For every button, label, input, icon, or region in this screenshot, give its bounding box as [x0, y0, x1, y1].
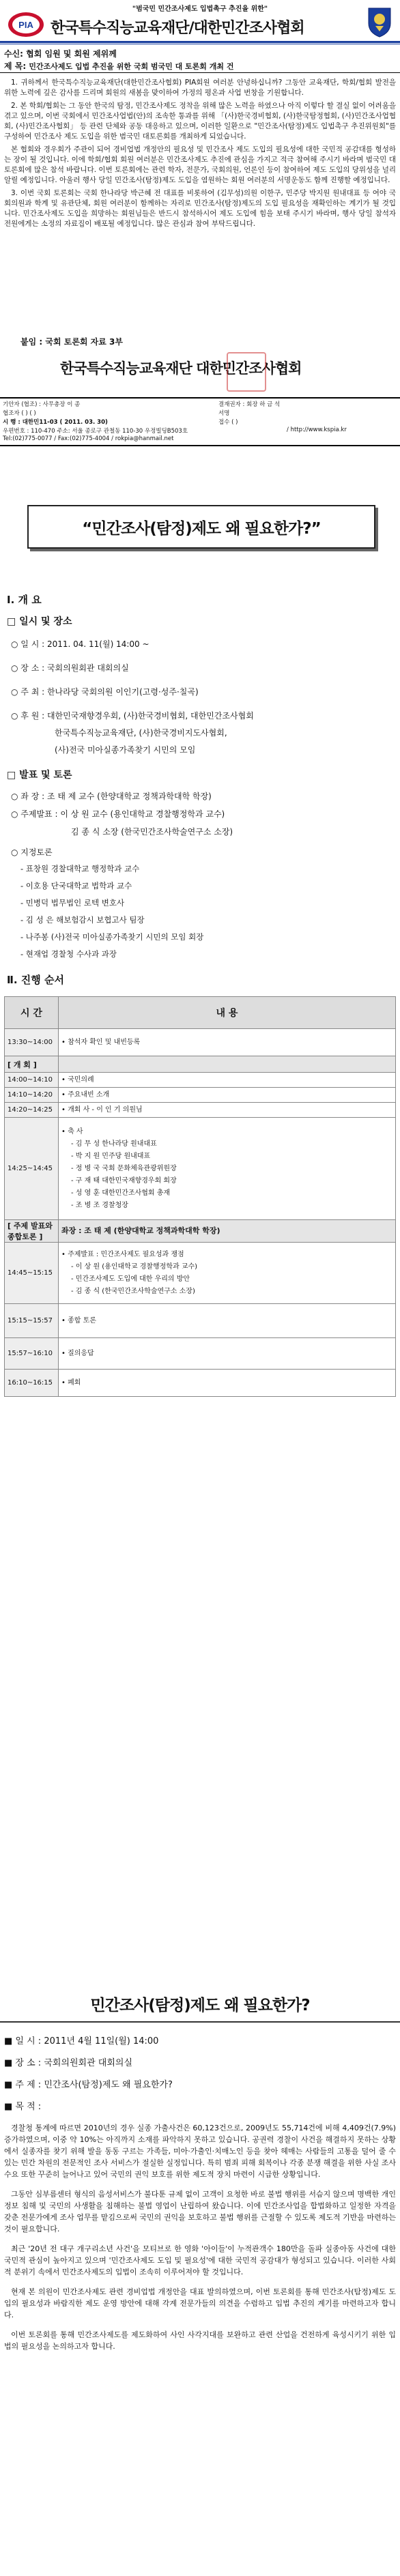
page3-info-key: ■ 장 소 :: [4, 2058, 44, 2068]
schedule-time: 14:45~15:15: [5, 1243, 59, 1304]
schedule-content: [59, 1243, 396, 1304]
schedule-line: • 폐회: [61, 1378, 81, 1387]
attachment-label: 붙임 :: [20, 337, 43, 347]
schedule-line: 좌장 : 조 태 제 (한양대학교 정책과학대학 학장): [61, 1226, 220, 1235]
schedule-time: 15:15~15:57: [5, 1304, 59, 1338]
schedule-table: [4, 996, 396, 1397]
letter-paragraph-2: 2. 본 학회/협회는 그 동안 한국의 탐정, 민간조사제도 정착을 위해 많은 노력을 하였으나 아직 이렇다 할 결실 없이 어려움을 겪고 있으며, 이번 국회에서 민간조사업법(안)의 조속한 통과를 위해 「(사)한국경비협회, (사)한국탐정협회, (사)민간조사업협회, (사)민간조사협회」 등 관련 단체와 공동 대응하고 있으며, 이러한 일환으로 "민간조사(탐정)제도 입법촉구 추진위원회"를 구성하여 민간조사 제도 도입을 위한 범국민 대토론회를 개최하게 되었습니다.: [4, 102, 396, 141]
panel-member: - 현재업 경찰청 수사과 과장: [20, 949, 117, 959]
schedule-line: • 참석자 확인 및 내빈등록: [61, 1038, 141, 1046]
section-overview: Ⅰ. 개 요: [7, 594, 42, 606]
event-sponsor-1: ○ 후 원 : 대한민국재향경우회, (사)한국경비협회, 대한민간조사협회: [11, 711, 254, 721]
page3-title: 민간조사(탐정)제도 왜 필요한가?: [90, 1997, 310, 2014]
schedule-content: [59, 1073, 396, 1088]
page3-info-key: ■ 일 시 :: [4, 2036, 44, 2046]
page3-info-value: 민간조사(탐정)제도 왜 필요한가?: [44, 2080, 173, 2090]
footer-drafter: 기안자 (협조) : 사무총장 이 종: [3, 401, 81, 408]
header-rule: [0, 41, 400, 43]
schedule-line: - 이 상 원 (용인대학교 경찰행정학과 교수): [71, 1262, 198, 1271]
letter-slogan: "범국민 민간조사제도 입법촉구 추진을 위한": [132, 5, 268, 13]
page3-paragraph: 그동안 심부름센터 형식의 음성서비스가 불다툰 규제 없이 고객이 요청한 바로 불법 행위를 서슴지 않으며 명백한 개인정보 침해 및 국민의 사생활을 침해하는 불법 영업이 난립하여 왔습니다. 이에 민간조사업을 합법화하고 일정한 자격을 갖춘 전문가에게 조사 업무를 맡김으로써 국민의 권익을 보호하고 불법 행위를 근절할 수 있도록 제도적 기반을 마련하는 것이 필요합니다.: [4, 2190, 396, 2233]
schedule-line: • 개회 사 - 이 인 기 의원님: [61, 1105, 143, 1114]
page3-body: [4, 2122, 396, 2360]
footer-website: / http://www.kspia.kr: [287, 426, 347, 433]
schedule-line: - 정 병 국 국회 문화체육관광위원장: [71, 1164, 177, 1172]
page3-info-line: [4, 2034, 158, 2046]
schedule-content: [59, 1370, 396, 1397]
subject-rule: [0, 72, 400, 73]
subject-value: 민간조사제도 입법 추진을 위한 국회 범국민 대 토론회 개최 건: [29, 62, 234, 71]
panel-member: - 표창원 경찰대학교 행정학과 교수: [20, 864, 140, 873]
recipient-label: 수신:: [4, 49, 23, 59]
schedule-row: [5, 1304, 396, 1338]
program-title: “민간조사(탐정)제도 왜 필요한가?”: [82, 519, 321, 538]
schedule-content: [59, 1088, 396, 1103]
event-place: ○ 장 소 : 국회의원회관 대회의실: [11, 663, 129, 673]
page3-paragraph: 경찰청 통계에 따르면 2010년의 경우 실종 가출사건은 60,123건으로, 2009년도 55,714건에 비해 4,409건(7.9%) 증가하였으며, 이중 약 10%는 아직까지 소재를 파악하지 못하고 있습니다. 공권력 경찰이 사건을 해결하지 못하는 상황에서 실종자를 찾기 위해 발을 동동 구르는 가족들, 미아·가출인·치매노인 등을 찾아 헤매는 사람들의 고통을 덜어 줄 수 있는 민간 차원의 전문적인 조사 서비스가 절실한 실정입니다. 특히 범죄 피해 회복이나 각종 분쟁 해결을 위한 사실 조사 수요 또한 꾸준히 늘어나고 있어 국민의 권익 보호를 위한 제도적 장치 마련이 시급한 상황입니다.: [4, 2124, 396, 2179]
svg-text:PIA: PIA: [18, 20, 33, 30]
schedule-line: - 민간조사제도 도입에 대한 우리의 방안: [71, 1275, 190, 1283]
attachment-line: [20, 336, 123, 347]
schedule-line: - 박 지 원 민주당 원내대표: [71, 1152, 151, 1160]
panel-member: - 이호용 단국대학교 법학과 교수: [20, 881, 132, 891]
schedule-time: 14:00~14:10: [5, 1073, 59, 1088]
schedule-time: 15:57~16:10: [5, 1338, 59, 1370]
panel-member: - 민병덕 법무법인 로텍 변호사: [20, 898, 125, 908]
page3-paragraph: 이번 토론회를 통해 민간조사제도를 제도화하여 사인 사각지대를 보완하고 관련 산업을 건전하게 육성시키기 위한 입법의 필요성을 논의하고자 합니다.: [4, 2330, 396, 2351]
section-schedule: Ⅱ. 진행 순서: [7, 974, 64, 986]
schedule-header-content: 내 용: [59, 997, 396, 1029]
schedule-line: • 축 사: [61, 1127, 83, 1135]
schedule-line: • 종합 토론: [61, 1316, 96, 1325]
schedule-line: - 구 재 태 대한민국재향경우회 회장: [71, 1176, 177, 1185]
schedule-line: • 주요내빈 소개: [61, 1090, 110, 1099]
schedule-content: [59, 1304, 396, 1338]
schedule-header-row: [5, 997, 396, 1029]
subject-line: [4, 60, 233, 72]
schedule-row: [5, 1338, 396, 1370]
pia-logo-icon: [7, 11, 45, 38]
schedule-time: 16:10~16:15: [5, 1370, 59, 1397]
presenter-2: 김 종 식 소장 (한국민간조사학술연구소 소장): [71, 827, 233, 837]
footer-enforcement: 시 행 : 대한민11-03 ( 2011. 03. 30): [3, 419, 108, 426]
attachment-value: 국회 토론회 자료 3부: [45, 337, 123, 347]
recipient-value: 협회 임원 및 회원 제위께: [26, 49, 117, 59]
schedule-time: 14:20~14:25: [5, 1103, 59, 1118]
schedule-row: [5, 1118, 396, 1220]
event-sponsor-2: 한국특수직능교육재단, (사)한국경비지도사협회,: [55, 728, 227, 738]
letter-body: [4, 78, 396, 229]
schedule-line: - 김 무 성 한나라당 원내대표: [71, 1140, 157, 1148]
page3-info-value: 국회의원회관 대회의실: [44, 2058, 133, 2068]
schedule-row: [5, 1073, 396, 1088]
letter-paragraph-4: 3. 이번 국회 토론회는 국회 한나라당 박근혜 전 대표를 비롯하여 (김무성)의원 이한구, 민주당 박지원 원내대표 등 여야 국회의원과 학계 및 유관단체, 회원 여러분이 함께하는 자리로 민간조사(탐정)제도의 도입 필요성을 재확인하는 계기가 될 것입니다. 민간조사제도 도입을 희망하는 회원님들은 반드시 참석하시어 제도 도입에 힘을 보태 주시기 바라며, 행사 당일 참석자 전원에게는 소정의 자료집이 배포될 예정입니다. 많은 관심과 참여 부탁드립니다.: [4, 189, 396, 228]
schedule-line: • 국민의례: [61, 1075, 94, 1084]
footer-rule-bottom: [0, 445, 400, 446]
schedule-row: [5, 1029, 396, 1056]
schedule-content: [59, 1056, 396, 1073]
schedule-row: [5, 1103, 396, 1118]
page3-info-line: [4, 2099, 41, 2112]
schedule-time: [ 주제 발표와 종합토론 ]: [5, 1220, 59, 1243]
schedule-line: - 조 병 조 경찰청장: [71, 1201, 128, 1209]
schedule-time: 14:25~14:45: [5, 1118, 59, 1220]
chair: ○ 좌 장 : 조 태 제 교수 (한양대학교 정책과학대학 학장): [11, 792, 212, 801]
schedule-row: [5, 1243, 396, 1304]
subject-label: 제 목:: [4, 61, 27, 71]
schedule-time: 14:10~14:20: [5, 1088, 59, 1103]
page3-info-key: ■ 목 적 :: [4, 2102, 42, 2112]
footer-address: 우편번호 : 110-470 주소: 서울 종로구 관철동 110-30 우정빌딩B503호: [3, 428, 188, 435]
footer-sign: 서명: [218, 410, 230, 417]
footer-receipt: 접수 ( ): [218, 419, 238, 426]
schedule-header-time: 시 간: [5, 997, 59, 1029]
page3-info-line: [4, 2055, 132, 2068]
schedule-content: [59, 1118, 396, 1220]
subsection-date-place: □ 일시 및 장소: [7, 616, 72, 627]
signature-block: [0, 349, 400, 388]
panel-heading: ○ 지정토론: [11, 848, 53, 857]
event-host: ○ 주 최 : 한나라당 국회의원 이인기(고령·성주·칠곡): [11, 687, 199, 697]
org-name-header: 한국특수직능교육재단/대한민간조사협회: [51, 19, 304, 37]
footer-approver: 결재권자 : 회장 하 금 석: [218, 401, 281, 408]
schedule-line: - 성 영 훈 대한민간조사협회 총재: [71, 1189, 171, 1197]
panel-member: - 나주봉 (사)전국 미아실종가족찾기 시민의 모임 회장: [20, 932, 204, 942]
schedule-content: [59, 1220, 396, 1243]
footer-cooperator: 협조자 ( ) ( ): [3, 410, 36, 417]
seal-stamp-icon: [227, 352, 266, 392]
signature-org: 한국특수직능교육재단 대한민간조사협회: [60, 360, 302, 377]
recipient-line: [4, 48, 117, 59]
page3-info-key: ■ 주 제 :: [4, 2080, 44, 2090]
panel-member: - 김 성 은 해보험감시 보협고사 팀장: [20, 915, 145, 925]
schedule-line: - 김 종 식 (한국민간조사학술연구소 소장): [71, 1287, 195, 1295]
schedule-content: [59, 1103, 396, 1118]
schedule-row: [5, 1370, 396, 1397]
schedule-row: [5, 1220, 396, 1243]
page3-paragraph: 최근 '20년 전 대구 개구리소년 사건'을 모티브로 한 영화 '아이들'이 누적관객수 180만을 돌파 실종아동 사건에 대한 국민적 관심이 높아지고 있으며 '민간조사제도 도입 및 필요성'에 대한 국민적 공감대가 형성되고 있습니다. 이러한 사회적 분위기 속에서 민간조사제도의 입법이 조속히 이루어져야 할 것입니다.: [4, 2244, 396, 2276]
presenter-1: ○ 주제발표 : 이 상 원 교수 (용인대학교 경찰행정학과 교수): [11, 809, 225, 819]
page3-info-value: 2011년 4월 11일(월) 14:00: [44, 2036, 159, 2046]
subsection-presentation: □ 발표 및 토론: [7, 770, 72, 781]
page3-paragraph: 현재 본 의원이 민간조사제도 관련 경비업법 개정안을 대표 발의하였으며, 이번 토론회를 통해 민간조사(탐정)제도 도입의 필요성과 바람직한 제도 운영 방안에 대해 각계 전문가들의 의견을 수렴하고 입법 추진의 계기를 마련하고자 합니다.: [4, 2287, 396, 2319]
schedule-time: [ 개 회 ]: [5, 1056, 59, 1073]
letter-paragraph-1: 1. 귀하께서 한국특수직능교육재단(대한민간조사협회) PIA회원 여러분 안녕하십니까? 그동안 교육재단, 학회/협회 발전을 위한 노력에 깊은 감사를 드리며 회원의 새봄을 맞이하여 가정의 평온과 사업 번창을 기원합니다.: [4, 78, 396, 97]
letter-paragraph-3: 본 협회와 경우회가 주관이 되어 경비업법 개정안의 필요성 및 민간조사 제도 도입의 필요성에 대한 국민적 공감대를 형성하는 장이 될 것입니다. 이에 학회/협회 회원 여러분은 민간조사제도 추진에 관심을 가지고 적극 참여해 주시기 바라며 범국민 대토론회에 많은 참석 바랍니다. 이번 토론회에는 관련 학자, 전문가, 국회의원, 언론인 등이 참여하여 제도 도입의 당위성을 널리 알릴 예정입니다. 아울러 행사 당일 민간조사(탐정)제도 도입을 염원하는 회원 여러분의 서명운동도 함께 진행할 예정입니다.: [4, 145, 396, 184]
schedule-content: [59, 1029, 396, 1056]
program-title-box: [27, 505, 375, 549]
schedule-line: • 주제발표 : 민간조사제도 필요성과 쟁점: [61, 1250, 184, 1258]
footer-rule-top: [0, 397, 400, 399]
emblem-icon: [366, 5, 393, 38]
page3-title-rule: [0, 2021, 400, 2023]
schedule-time: 13:30~14:00: [5, 1029, 59, 1056]
footer-contact: Tel:(02)775-0077 / Fax:(02)775-4004 / rokpia@hanmail.net: [3, 435, 174, 442]
schedule-content: [59, 1338, 396, 1370]
event-sponsor-3: (사)전국 미아실종가족찾기 시민의 모임: [55, 745, 196, 755]
event-date: ○ 일 시 : 2011. 04. 11(월) 14:00 ~: [11, 639, 149, 649]
schedule-row: [5, 1056, 396, 1073]
page3-info-line: [4, 2077, 173, 2090]
schedule-line: • 질의응답: [61, 1349, 94, 1357]
schedule-row: [5, 1088, 396, 1103]
